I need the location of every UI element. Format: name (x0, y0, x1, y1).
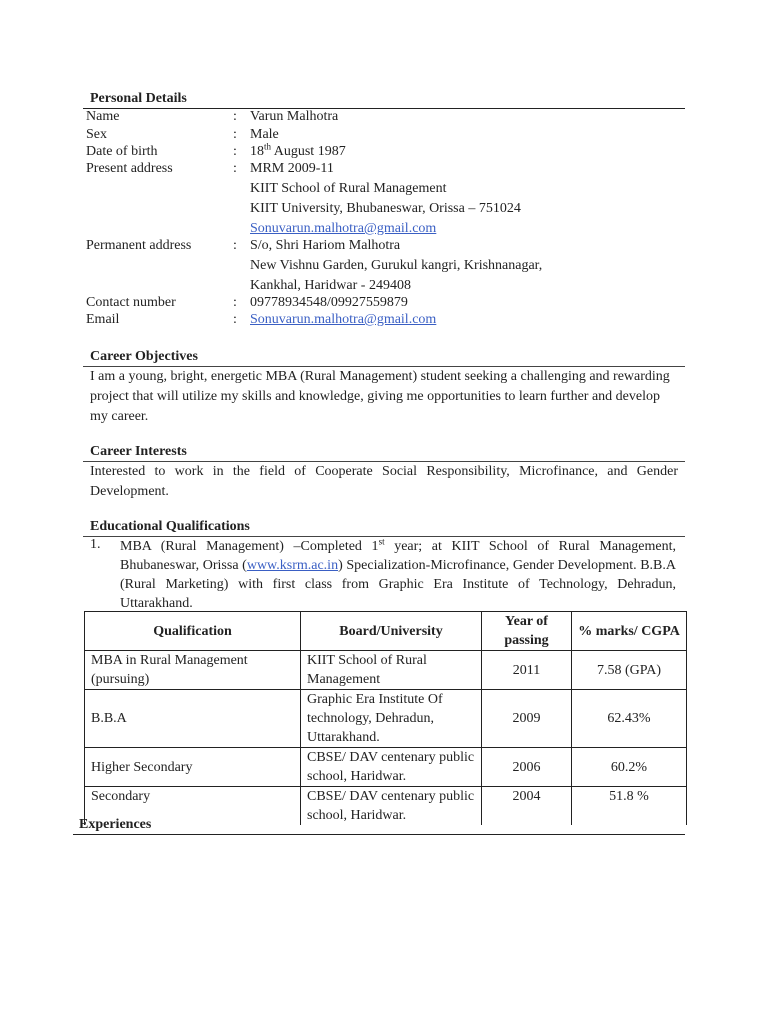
present-address-label: Present address (86, 161, 173, 176)
education-text-1: MBA (Rural Management) –Completed 1 (120, 539, 379, 554)
personal-details-heading: Personal Details (90, 91, 187, 106)
colon: : (233, 144, 237, 159)
sex-label: Sex (86, 127, 107, 142)
table-header: Year of passing (482, 612, 572, 651)
career-objectives-heading: Career Objectives (90, 349, 198, 364)
table-cell: Higher Secondary (85, 748, 301, 787)
table-cell: KIIT School of Rural Management (301, 651, 482, 690)
table-cell: B.B.A (85, 690, 301, 748)
present-address-line1: MRM 2009-11 (250, 161, 334, 176)
education-heading: Educational Qualifications (90, 519, 250, 534)
colon: : (233, 127, 237, 142)
sex-value: Male (250, 127, 279, 142)
table-header: Qualification (85, 612, 301, 651)
table-cell: Secondary (85, 787, 301, 826)
education-sup: st (378, 536, 385, 547)
colon: : (233, 312, 237, 327)
table-row (85, 787, 687, 826)
table-cell: Graphic Era Institute Of technology, Dehradun, Uttarakhand. (301, 690, 482, 748)
colon: : (233, 238, 237, 253)
career-interests-text: Interested to work in the field of Cooperate Social Responsibility, Microfinance, and Gender Development. (90, 464, 678, 499)
contact-label: Contact number (86, 295, 176, 310)
permanent-address-label: Permanent address (86, 238, 192, 253)
table-cell: 60.2% (572, 748, 687, 787)
present-address-line3: KIIT University, Bhubaneswar, Orissa – 751024 (250, 201, 521, 216)
table-cell: 7.58 (GPA) (572, 651, 687, 690)
education-text-2: year; at KIIT School of Rural Management, Bhubaneswar, Orissa ( (120, 539, 676, 573)
table-cell: 51.8 % (572, 787, 687, 826)
dob-value (250, 141, 346, 160)
section-rule (73, 834, 685, 835)
contact-value: 09778934548/09927559879 (250, 295, 408, 310)
name-label: Name (86, 109, 120, 124)
table-header: % marks/ CGPA (572, 612, 687, 651)
qualifications-table (84, 611, 687, 825)
table-cell: 2011 (482, 651, 572, 690)
table-row (85, 748, 687, 787)
colon: : (233, 295, 237, 310)
permanent-address-line2: New Vishnu Garden, Gurukul kangri, Krishnanagar, (250, 258, 543, 273)
table-row (85, 690, 687, 748)
table-row (85, 651, 687, 690)
permanent-address-line3: Kankhal, Haridwar - 249408 (250, 278, 411, 293)
colon: : (233, 109, 237, 124)
dob-rest: August 1987 (271, 144, 346, 159)
career-objectives-text: I am a young, bright, energetic MBA (Rural Management) student seeking a challenging and rewarding project that will utilize my skills and knowledge, giving me opportunities to learn further and develop my career. (90, 369, 670, 424)
table-header-row (85, 612, 687, 651)
experiences-heading: Experiences (79, 817, 152, 832)
name-value: Varun Malhotra (250, 109, 339, 124)
table-cell: CBSE/ DAV centenary public school, Haridwar. (301, 748, 482, 787)
table-cell: CBSE/ DAV centenary public school, Haridwar. (301, 787, 482, 826)
section-rule (83, 108, 685, 109)
email-label: Email (86, 312, 120, 327)
present-address-email-link[interactable]: Sonuvarun.malhotra@gmail.com (250, 221, 437, 236)
table-cell: 2009 (482, 690, 572, 748)
dob-label: Date of birth (86, 144, 158, 159)
present-address-line2: KIIT School of Rural Management (250, 181, 447, 196)
table-cell: MBA in Rural Management (pursuing) (85, 651, 301, 690)
table-cell: 62.43% (572, 690, 687, 748)
table-cell: 2004 (482, 787, 572, 826)
email-link[interactable]: Sonuvarun.malhotra@gmail.com (250, 312, 437, 327)
list-item-number: 1. (90, 537, 101, 552)
education-list-item (120, 537, 676, 613)
table-header: Board/University (301, 612, 482, 651)
dob-day: 18 (250, 144, 264, 159)
permanent-address-line1: S/o, Shri Hariom Malhotra (250, 238, 401, 253)
career-interests-heading: Career Interests (90, 444, 187, 459)
dob-suffix: th (264, 141, 272, 152)
ksrm-link[interactable]: www.ksrm.ac.in (246, 558, 339, 573)
colon: : (233, 161, 237, 176)
education-text-3: ) Specialization-Microfinance, Gender Development. B.B.A (Rural Marketing) with first class from Graphic Era Institute of Technology, Dehradun, Uttarakhand. (120, 558, 676, 611)
table-cell: 2006 (482, 748, 572, 787)
